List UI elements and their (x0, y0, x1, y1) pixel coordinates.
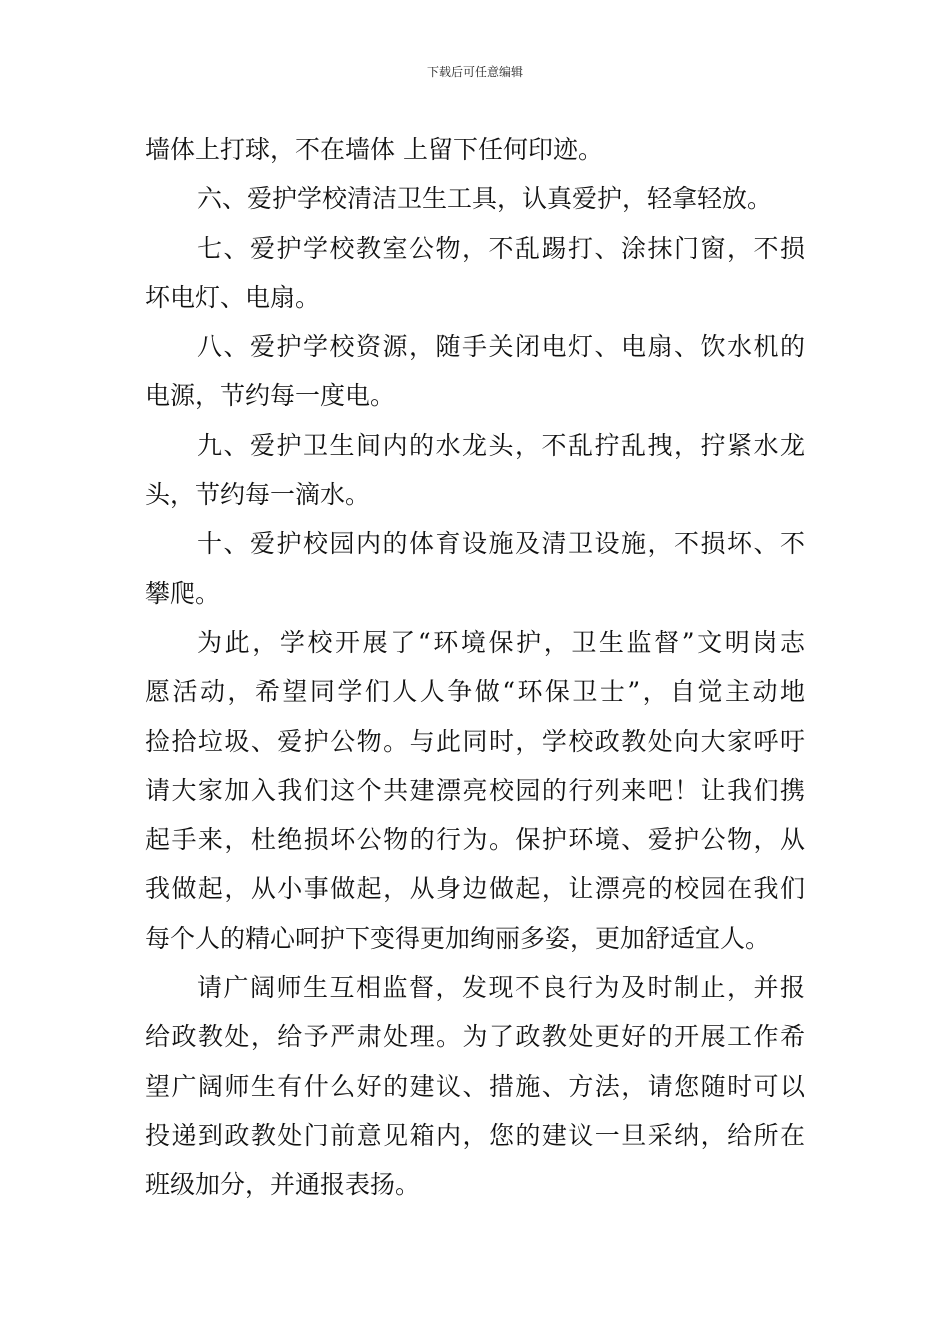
text-line: 头，节约每一滴水。 (145, 480, 371, 510)
text-line: 八、爱护学校资源，随手关闭电灯、电扇、饮水机的 (197, 332, 805, 362)
text-line: 电源，节约每一度电。 (145, 381, 396, 411)
text-line: 六、爱护学校清洁卫生工具，认真爱护，轻拿轻放。 (197, 184, 773, 214)
text-line: 坏电灯、电扇。 (145, 282, 321, 312)
page-header-note: 下载后可任意编辑 (426, 65, 523, 79)
text-line: 七、爱护学校教室公物，不乱踢打、涂抹门窗，不损 (197, 233, 805, 263)
document-body (145, 125, 805, 1210)
text-line: 捡拾垃圾、爱护公物。与此同时，学校政教处向大家呼吁 (145, 726, 805, 756)
text-line: 为此，学校开展了“环境保护，卫生监督”文明岗志 (197, 627, 805, 657)
text-line: 九、爱护卫生间内的水龙头，不乱拧乱拽，拧紧水龙 (197, 430, 805, 460)
text-line: 请广阔师生互相监督，发现不良行为及时制止，并报 (197, 973, 805, 1003)
text-line: 起手来，杜绝损坏公物的行为。保护环境、爱护公物，从 (145, 825, 805, 855)
text-line: 墙体上打球，不在墙体 上留下任何印迹。 (145, 135, 603, 164)
text-line: 给政教处，给予严肃处理。为了政教处更好的开展工作希 (145, 1022, 805, 1052)
text-line: 请大家加入我们这个共建漂亮校园的行列来吧！让我们携 (145, 775, 805, 805)
text-line: 投递到政教处门前意见箱内，您的建议一旦采纳，给所在 (145, 1120, 805, 1150)
text-line: 班级加分，并通报表扬。 (145, 1170, 421, 1200)
text-line: 攀爬。 (145, 578, 221, 608)
text-line: 望广阔师生有什么好的建议、措施、方法，请您随时可以 (145, 1071, 805, 1101)
text-line: 愿活动，希望同学们人人争做“环保卫士”，自觉主动地 (145, 677, 805, 707)
text-line: 每个人的精心呵护下变得更加绚丽多姿，更加舒适宜人。 (145, 923, 771, 953)
text-line: 十、爱护校园内的体育设施及清卫设施，不损坏、不 (197, 529, 805, 559)
text-line: 我做起，从小事做起，从身边做起，让漂亮的校园在我们 (145, 874, 805, 904)
